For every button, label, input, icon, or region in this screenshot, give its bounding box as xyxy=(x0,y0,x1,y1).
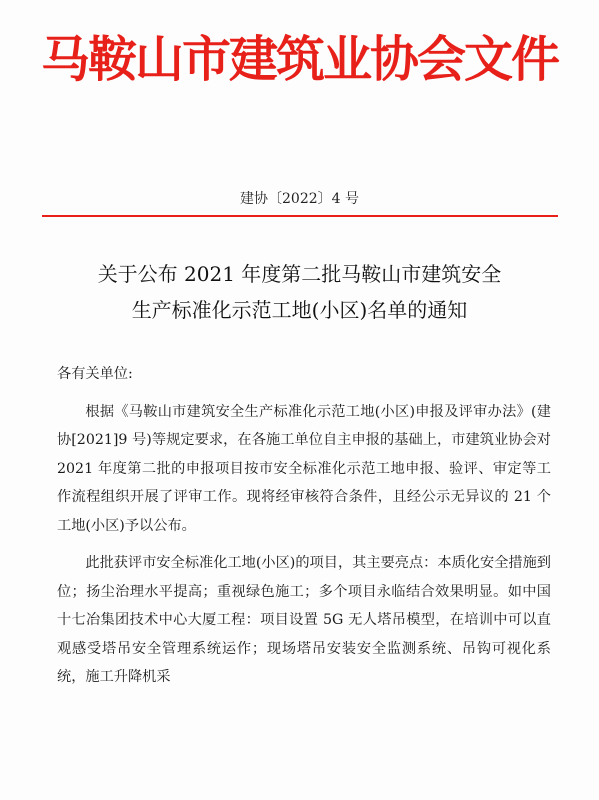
body-paragraph-2: 此批获评市安全标准化工地(小区)的项目，其主要亮点：本质化安全措施到位；扬尘治理水平提高；重视绿色施工；多个项目永临结合效果明显。如中国十七冶集团技术中心大厦工程：项目设置 5G 无人塔吊模型，在培训中可以直观感受塔吊安全管理系统运作；现场塔吊安装安全监测系统、吊钩可视化系统，施工升降机采 xyxy=(57,555,551,685)
paragraph-spacer xyxy=(57,540,551,549)
document-body xyxy=(57,360,551,692)
document-title-line-1: 关于公布 2021 年度第二批马鞍山市建筑安全 xyxy=(97,262,502,286)
addressee: 各有关单位: xyxy=(57,366,133,382)
document-title xyxy=(40,256,559,328)
red-divider-line xyxy=(42,215,558,217)
document-number: 建协〔2022〕4 号 xyxy=(240,191,359,207)
paragraph-spacer xyxy=(57,389,551,398)
body-paragraph-1: 根据《马鞍山市建筑安全生产标准化示范工地(小区)申报及评审办法》(建协[2021]9 号)等规定要求，在各施工单位自主申报的基础上，市建筑业协会对 2021 年度第二批的申报项目按市安全标准化示范工地申报、验评、审定等工作流程组织开展了评审工作。现将经审核符合条件，且经公示无异议的 21 个工地(小区)予以公布。 xyxy=(57,403,551,534)
document-title-line-2: 生产标准化示范工地(小区)名单的通知 xyxy=(131,298,468,322)
org-header-title: 马鞍山市建筑业协会文件 xyxy=(40,31,558,88)
